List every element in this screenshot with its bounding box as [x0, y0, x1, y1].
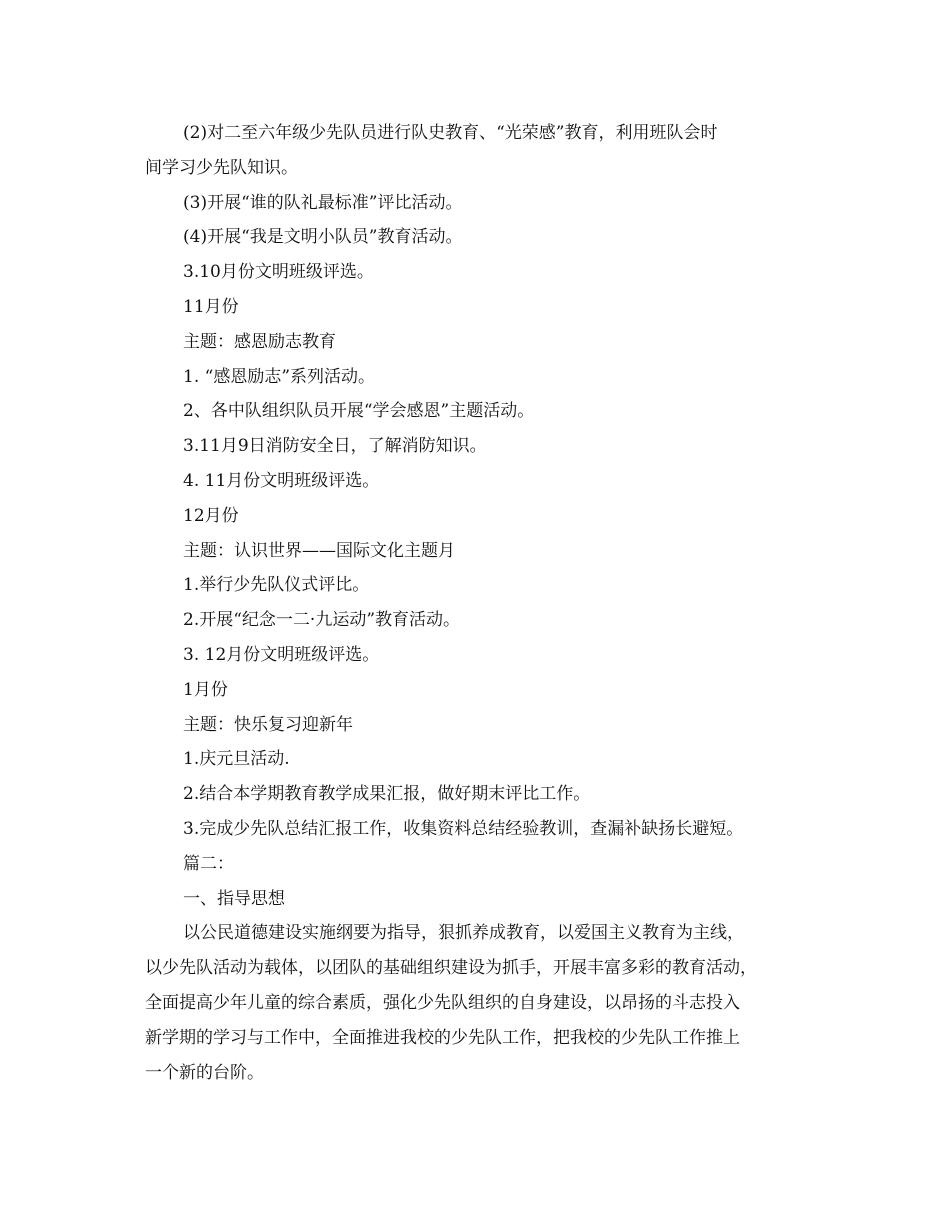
text-line: 主题：认识世界——国际文化主题月	[183, 540, 455, 561]
text-line: 1. “感恩励志”系列活动。	[183, 366, 376, 387]
text-line: 一、指导思想	[183, 888, 285, 909]
text-line: 3.11月9日消防安全日，了解消防知识。	[183, 436, 487, 457]
text-line: (4)开展“我是文明小队员”教育活动。	[183, 227, 463, 248]
text-line: 一个新的台阶。	[145, 1062, 264, 1083]
text-line: (2)对二至六年级少先队员进行队史教育、“光荣感”教育，利用班队会时	[183, 123, 718, 143]
text-line: 间学习少先队知识。	[145, 157, 298, 178]
text-line: 3.10月份文明班级评选。	[183, 262, 374, 283]
document-body	[145, 116, 810, 1090]
text-line: 全面提高少年儿童的综合素质，强化少先队组织的自身建设，以昂扬的斗志投入	[145, 992, 740, 1013]
text-line: 2.结合本学期教育教学成果汇报，做好期末评比工作。	[183, 784, 591, 805]
text-line: 4. 11月份文明班级评选。	[183, 470, 380, 491]
text-line: 主题：快乐复习迎新年	[183, 714, 353, 735]
text-line: 11月份	[183, 296, 239, 317]
text-line: 2、各中队组织队员开展“学会感恩”主题活动。	[183, 401, 535, 422]
text-line: 以公民道德建设实施纲要为指导，狠抓养成教育，以爱国主义教育为主线，	[183, 923, 744, 944]
text-line: 1月份	[183, 679, 228, 700]
text-line: 2.开展“纪念一二·九运动”教育活动。	[183, 610, 461, 631]
text-line: 3.完成少先队总结汇报工作，收集资料总结经验教训，查漏补缺扬长避短。	[183, 818, 744, 839]
text-line: 主题：感恩励志教育	[183, 331, 336, 352]
text-line: 3. 12月份文明班级评选。	[183, 644, 380, 665]
text-line: 1.举行少先队仪式评比。	[183, 575, 370, 596]
text-line: (3)开展“谁的队礼最标准”评比活动。	[183, 192, 463, 213]
text-line: 篇二：	[183, 853, 234, 874]
text-line: 新学期的学习与工作中，全面推进我校的少先队工作，把我校的少先队工作推上	[145, 1027, 740, 1048]
text-line: 以少先队活动为载体，以团队的基础组织建设为抓手，开展丰富多彩的教育活动，	[145, 958, 757, 979]
text-line: 1.庆元旦活动.	[183, 749, 290, 770]
text-line: 12月份	[183, 505, 239, 526]
